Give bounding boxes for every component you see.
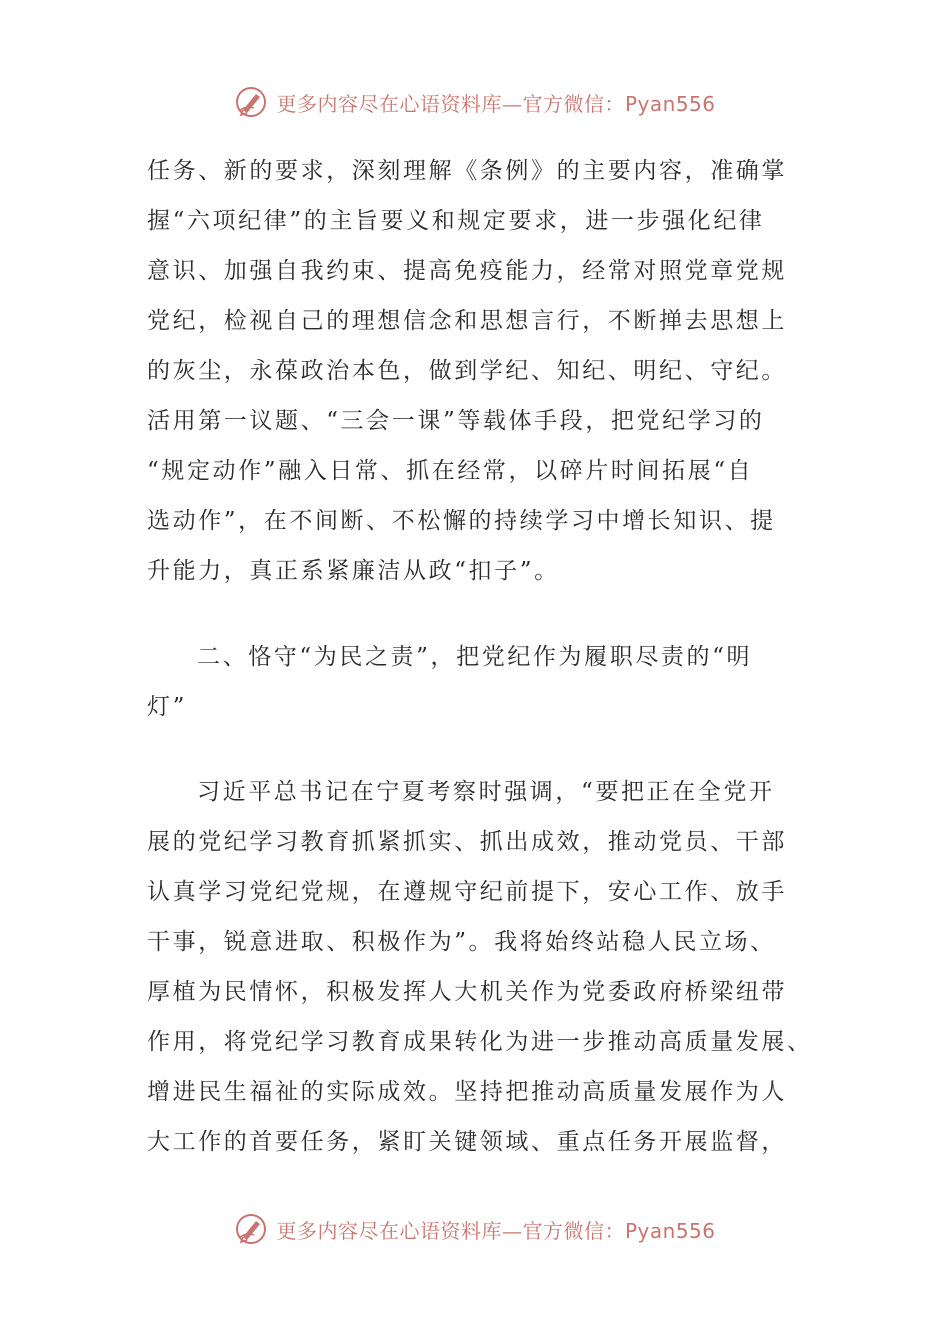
document-body [147, 146, 813, 1167]
text-line: 握“六项纪律”的主旨要义和规定要求，进一步强化纪律 [147, 208, 765, 234]
text-line: 的灰尘，永葆政治本色，做到学纪、知纪、明纪、守纪。 [147, 358, 787, 384]
text-line: 展的党纪学习教育抓紧抓实、抓出成效，推动党员、干部 [147, 829, 787, 855]
text-line: 活用第一议题、“三会一课”等载体手段，把党纪学习的 [147, 408, 765, 434]
paragraph-2 [147, 767, 813, 1167]
text-line: 大工作的首要任务，紧盯关键领域、重点任务开展监督， [147, 1129, 787, 1155]
heading-line: 二、恪守“为民之责”，把党纪作为履职尽责的“明 [197, 644, 753, 670]
text-line: 意识、加强自我约束、提高免疫能力，经常对照党章党规 [147, 258, 787, 284]
pen-logo-icon [234, 85, 268, 119]
text-line: 干事，锐意进取、积极作为”。我将始终站稳人民立场、 [147, 929, 776, 955]
text-line: 习近平总书记在宁夏考察时强调，“要把正在全党开 [197, 779, 775, 805]
text-line: 作用，将党纪学习教育成果转化为进一步推动高质量发展、 [147, 1029, 813, 1055]
text-line: “规定动作”融入日常、抓在经常，以碎片时间拓展“自 [147, 458, 754, 484]
text-line: 任务、新的要求，深刻理解《条例》的主要内容，准确掌 [147, 158, 787, 184]
banner-text: 更多内容尽在心语资料库—官方微信：Pyan556 [276, 1218, 716, 1243]
text-line: 厚植为民情怀，积极发挥人大机关作为党委政府桥梁纽带 [147, 979, 787, 1005]
text-line: 认真学习党纪党规，在遵规守纪前提下，安心工作、放手 [147, 879, 787, 905]
pen-logo-icon [234, 1212, 268, 1246]
heading-line: 灯” [147, 694, 187, 720]
header-banner [0, 80, 950, 124]
section-heading [147, 632, 797, 732]
banner-text: 更多内容尽在心语资料库—官方微信：Pyan556 [276, 91, 716, 116]
text-line: 升能力，真正系紧廉洁从政“扣子”。 [147, 558, 560, 584]
text-line: 增进民生福祉的实际成效。坚持把推动高质量发展作为人 [147, 1079, 787, 1105]
text-line: 党纪，检视自己的理想信念和思想言行，不断掸去思想上 [147, 308, 787, 334]
text-line: 选动作”，在不间断、不松懈的持续学习中增长知识、提 [147, 508, 776, 534]
footer-banner [0, 1207, 950, 1251]
paragraph-1 [147, 146, 797, 596]
